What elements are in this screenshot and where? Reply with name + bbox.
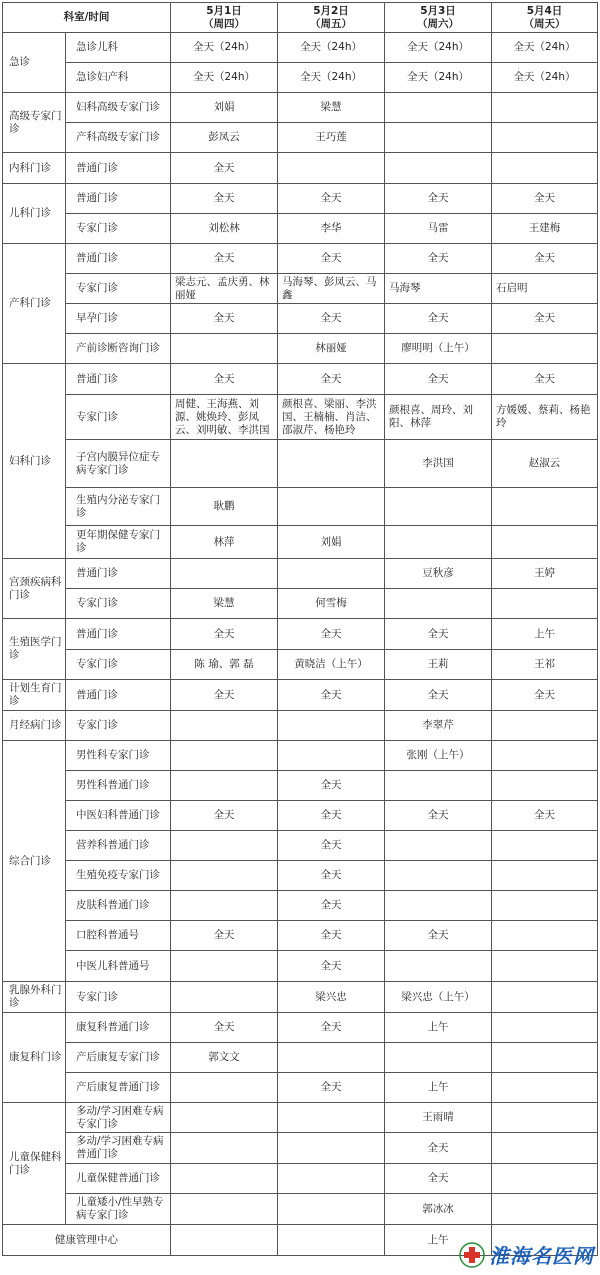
table-row xyxy=(3,184,598,214)
table-row xyxy=(3,274,598,304)
schedule-cell: 全天（24h） xyxy=(492,33,598,63)
schedule-cell: 全天 xyxy=(278,831,385,861)
department-name: 生殖医学门诊 xyxy=(3,619,66,680)
schedule-cell xyxy=(385,123,492,153)
schedule-cell: 王建梅 xyxy=(492,214,598,244)
watermark xyxy=(459,1240,594,1269)
schedule-table xyxy=(2,2,598,1256)
clinic-name: 普通门诊 xyxy=(66,153,171,184)
schedule-cell: 上午 xyxy=(385,1225,492,1256)
schedule-cell: 全天 xyxy=(171,801,278,831)
schedule-cell xyxy=(492,1013,598,1043)
schedule-cell xyxy=(278,1103,385,1133)
schedule-cell: 全天 xyxy=(278,680,385,711)
table-row xyxy=(3,214,598,244)
table-row xyxy=(3,123,598,153)
schedule-cell xyxy=(492,921,598,951)
clinic-name: 专家门诊 xyxy=(66,982,171,1013)
schedule-cell: 全天 xyxy=(385,619,492,650)
schedule-cell xyxy=(171,1103,278,1133)
schedule-cell: 王巧莲 xyxy=(278,123,385,153)
clinic-name: 多动/学习困难专病专家门诊 xyxy=(66,1103,171,1133)
schedule-cell: 彭凤云 xyxy=(171,123,278,153)
table-row xyxy=(3,951,598,982)
schedule-cell: 上午 xyxy=(385,1013,492,1043)
table-row xyxy=(3,650,598,680)
schedule-cell xyxy=(278,1043,385,1073)
schedule-cell xyxy=(492,488,598,526)
schedule-cell xyxy=(492,1073,598,1103)
clinic-name: 产后康复普通门诊 xyxy=(66,1073,171,1103)
day-weekday: （周六） xyxy=(417,17,459,30)
clinic-name: 急诊妇产科 xyxy=(66,63,171,93)
schedule-cell: 王祁 xyxy=(492,650,598,680)
schedule-cell: 全天 xyxy=(278,771,385,801)
clinic-name: 专家门诊 xyxy=(66,274,171,304)
clinic-name: 子宫内膜异位症专病专家门诊 xyxy=(66,440,171,488)
schedule-cell xyxy=(492,891,598,921)
schedule-cell xyxy=(171,559,278,589)
schedule-body xyxy=(3,33,598,1256)
table-row xyxy=(3,1013,598,1043)
schedule-cell xyxy=(492,1133,598,1164)
schedule-cell: 全天 xyxy=(278,951,385,982)
schedule-cell xyxy=(492,123,598,153)
schedule-cell: 全天 xyxy=(492,304,598,334)
clinic-name: 皮肤科普通门诊 xyxy=(66,891,171,921)
schedule-cell xyxy=(385,861,492,891)
schedule-cell: 全天 xyxy=(171,921,278,951)
schedule-cell: 全天 xyxy=(278,184,385,214)
schedule-cell xyxy=(385,93,492,123)
schedule-cell: 全天 xyxy=(385,1164,492,1194)
schedule-cell: 全天 xyxy=(171,304,278,334)
schedule-cell: 刘娟 xyxy=(171,93,278,123)
schedule-cell: 刘松林 xyxy=(171,214,278,244)
clinic-name: 生殖内分泌专家门诊 xyxy=(66,488,171,526)
department-name: 月经病门诊 xyxy=(3,711,66,741)
clinic-name: 中医儿科普通号 xyxy=(66,951,171,982)
clinic-name: 产科高级专家门诊 xyxy=(66,123,171,153)
schedule-cell xyxy=(278,1133,385,1164)
clinic-name: 儿童保健普通门诊 xyxy=(66,1164,171,1194)
schedule-cell xyxy=(385,153,492,184)
schedule-cell xyxy=(492,1043,598,1073)
header-row xyxy=(3,3,598,33)
schedule-cell xyxy=(171,951,278,982)
schedule-cell: 全天 xyxy=(278,619,385,650)
schedule-cell: 颜根喜、周玲、刘阳、林萍 xyxy=(385,395,492,440)
schedule-cell: 梁兴忠 xyxy=(278,982,385,1013)
schedule-cell: 黄晓洁（上午） xyxy=(278,650,385,680)
schedule-cell xyxy=(385,771,492,801)
schedule-cell: 王雨晴 xyxy=(385,1103,492,1133)
day-weekday: （周五） xyxy=(310,17,352,30)
day-header xyxy=(278,3,385,33)
schedule-cell: 全天 xyxy=(385,801,492,831)
table-row xyxy=(3,589,598,619)
department-name: 健康管理中心 xyxy=(3,1225,171,1256)
schedule-cell: 全天（24h） xyxy=(385,33,492,63)
table-row xyxy=(3,1103,598,1133)
clinic-name: 普通门诊 xyxy=(66,364,171,395)
department-name: 急诊 xyxy=(3,33,66,93)
schedule-cell xyxy=(385,891,492,921)
table-row xyxy=(3,334,598,364)
table-row xyxy=(3,921,598,951)
table-row xyxy=(3,244,598,274)
clinic-name: 多动/学习困难专病普通门诊 xyxy=(66,1133,171,1164)
schedule-cell xyxy=(171,771,278,801)
clinic-name: 更年期保健专家门诊 xyxy=(66,526,171,559)
table-row xyxy=(3,619,598,650)
schedule-cell: 马海琴 xyxy=(385,274,492,304)
schedule-cell xyxy=(171,334,278,364)
clinic-name: 急诊儿科 xyxy=(66,33,171,63)
table-row xyxy=(3,364,598,395)
clinic-name: 妇科高级专家门诊 xyxy=(66,93,171,123)
clinic-name: 普通门诊 xyxy=(66,680,171,711)
department-name: 产科门诊 xyxy=(3,244,66,364)
clinic-name: 男性科普通门诊 xyxy=(66,771,171,801)
schedule-cell xyxy=(492,1194,598,1225)
schedule-cell: 周健、王海燕、刘源、姚焕玲、彭凤云、刘明敏、李洪国 xyxy=(171,395,278,440)
clinic-name: 口腔科普通号 xyxy=(66,921,171,951)
schedule-cell xyxy=(492,589,598,619)
clinic-name: 营养科普通门诊 xyxy=(66,831,171,861)
schedule-cell: 上午 xyxy=(385,1073,492,1103)
schedule-cell: 赵淑云 xyxy=(492,440,598,488)
schedule-cell xyxy=(492,1164,598,1194)
table-row xyxy=(3,526,598,559)
schedule-cell: 郭冰冰 xyxy=(385,1194,492,1225)
clinic-name: 中医妇科普通门诊 xyxy=(66,801,171,831)
schedule-cell xyxy=(385,526,492,559)
department-name: 儿科门诊 xyxy=(3,184,66,244)
table-row xyxy=(3,801,598,831)
department-name: 妇科门诊 xyxy=(3,364,66,559)
schedule-cell xyxy=(278,559,385,589)
table-row xyxy=(3,1043,598,1073)
watermark-text: 淮海名医网 xyxy=(489,1244,594,1268)
schedule-cell: 全天 xyxy=(278,244,385,274)
schedule-cell: 全天（24h） xyxy=(278,63,385,93)
schedule-cell xyxy=(385,488,492,526)
schedule-cell xyxy=(492,861,598,891)
day-weekday: （周天） xyxy=(523,17,566,30)
table-row xyxy=(3,771,598,801)
day-header xyxy=(171,3,278,33)
schedule-cell xyxy=(492,1103,598,1133)
table-row xyxy=(3,891,598,921)
clinic-name: 普通门诊 xyxy=(66,184,171,214)
table-row xyxy=(3,304,598,334)
schedule-cell: 王婷 xyxy=(492,559,598,589)
schedule-cell xyxy=(171,440,278,488)
clinic-name: 康复科普通门诊 xyxy=(66,1013,171,1043)
clinic-name: 专家门诊 xyxy=(66,214,171,244)
clinic-name: 专家门诊 xyxy=(66,395,171,440)
table-row xyxy=(3,1164,598,1194)
schedule-cell: 全天 xyxy=(278,861,385,891)
department-name: 宫颈疾病科门诊 xyxy=(3,559,66,619)
schedule-cell: 李翠芹 xyxy=(385,711,492,741)
day-date: 5月3日 xyxy=(420,4,456,17)
schedule-cell: 耿鹏 xyxy=(171,488,278,526)
clinic-name: 专家门诊 xyxy=(66,589,171,619)
schedule-cell: 全天 xyxy=(492,801,598,831)
schedule-cell: 全天 xyxy=(171,619,278,650)
schedule-cell: 上午 xyxy=(492,619,598,650)
schedule-cell: 全天 xyxy=(492,364,598,395)
department-name: 儿童保健科门诊 xyxy=(3,1103,66,1225)
schedule-cell xyxy=(278,153,385,184)
day-header xyxy=(492,3,598,33)
clinic-name: 生殖免疫专家门诊 xyxy=(66,861,171,891)
clinic-name: 专家门诊 xyxy=(66,650,171,680)
schedule-cell: 全天 xyxy=(171,244,278,274)
clinic-name: 普通门诊 xyxy=(66,244,171,274)
schedule-cell: 全天 xyxy=(171,1013,278,1043)
clinic-name: 普通门诊 xyxy=(66,559,171,589)
schedule-cell: 全天 xyxy=(385,921,492,951)
table-row xyxy=(3,861,598,891)
schedule-cell: 李华 xyxy=(278,214,385,244)
department-name: 乳腺外科门诊 xyxy=(3,982,66,1013)
department-name: 综合门诊 xyxy=(3,741,66,982)
schedule-cell xyxy=(278,711,385,741)
schedule-cell: 颜根喜、梁丽、李洪国、王楠楠、肖洁、邵淑芹、杨艳玲 xyxy=(278,395,385,440)
table-row xyxy=(3,1073,598,1103)
schedule-cell xyxy=(492,93,598,123)
clinic-name: 产后康复专家门诊 xyxy=(66,1043,171,1073)
day-date: 5月1日 xyxy=(206,4,242,17)
schedule-cell: 全天 xyxy=(171,153,278,184)
schedule-cell: 梁慧 xyxy=(278,93,385,123)
schedule-cell: 刘娟 xyxy=(278,526,385,559)
schedule-cell xyxy=(171,711,278,741)
schedule-cell: 马海琴、彭凤云、马鑫 xyxy=(278,274,385,304)
clinic-name: 产前诊断咨询门诊 xyxy=(66,334,171,364)
table-row xyxy=(3,440,598,488)
table-row xyxy=(3,93,598,123)
schedule-cell xyxy=(492,334,598,364)
schedule-cell: 廖明明（上午） xyxy=(385,334,492,364)
table-row xyxy=(3,680,598,711)
schedule-cell xyxy=(492,831,598,861)
schedule-cell: 张刚（上午） xyxy=(385,741,492,771)
clinic-name: 专家门诊 xyxy=(66,711,171,741)
table-row xyxy=(3,1194,598,1225)
schedule-cell: 石启明 xyxy=(492,274,598,304)
table-row xyxy=(3,831,598,861)
schedule-cell: 全天（24h） xyxy=(492,63,598,93)
schedule-cell: 全天 xyxy=(278,364,385,395)
schedule-cell xyxy=(492,951,598,982)
schedule-cell: 全天（24h） xyxy=(171,33,278,63)
schedule-cell: 梁慧 xyxy=(171,589,278,619)
department-name: 高级专家门诊 xyxy=(3,93,66,153)
schedule-cell: 全天 xyxy=(278,921,385,951)
schedule-cell xyxy=(278,741,385,771)
schedule-cell xyxy=(171,1164,278,1194)
table-row xyxy=(3,63,598,93)
schedule-cell: 全天 xyxy=(171,680,278,711)
schedule-cell: 全天（24h） xyxy=(171,63,278,93)
schedule-cell xyxy=(385,1043,492,1073)
schedule-cell: 陈 瑜、郭 磊 xyxy=(171,650,278,680)
schedule-cell: 何雪梅 xyxy=(278,589,385,619)
table-row xyxy=(3,982,598,1013)
medical-cross-logo-icon xyxy=(459,1242,485,1268)
clinic-name: 男性科专家门诊 xyxy=(66,741,171,771)
table-row xyxy=(3,153,598,184)
clinic-name: 普通门诊 xyxy=(66,619,171,650)
schedule-cell: 全天 xyxy=(171,364,278,395)
schedule-cell xyxy=(278,1164,385,1194)
table-row xyxy=(3,488,598,526)
dept-time-header: 科室/时间 xyxy=(3,3,171,33)
day-header xyxy=(385,3,492,33)
schedule-cell: 全天 xyxy=(385,364,492,395)
schedule-cell xyxy=(492,741,598,771)
schedule-cell xyxy=(171,1073,278,1103)
schedule-cell xyxy=(171,831,278,861)
schedule-cell xyxy=(278,1194,385,1225)
schedule-cell: 全天 xyxy=(278,1013,385,1043)
table-row xyxy=(3,711,598,741)
schedule-cell: 林萍 xyxy=(171,526,278,559)
schedule-cell xyxy=(171,1225,278,1256)
schedule-cell: 全天 xyxy=(385,1133,492,1164)
day-date: 5月4日 xyxy=(526,4,563,17)
schedule-cell xyxy=(492,771,598,801)
table-row xyxy=(3,741,598,771)
schedule-cell: 李洪国 xyxy=(385,440,492,488)
schedule-cell: 马雷 xyxy=(385,214,492,244)
schedule-cell: 全天（24h） xyxy=(278,33,385,63)
schedule-cell: 梁志元、孟庆勇、林丽娅 xyxy=(171,274,278,304)
schedule-cell: 豆秋彦 xyxy=(385,559,492,589)
schedule-cell xyxy=(385,831,492,861)
schedule-cell xyxy=(278,1225,385,1256)
schedule-cell: 郭文文 xyxy=(171,1043,278,1073)
department-name: 计划生育门诊 xyxy=(3,680,66,711)
schedule-cell: 全天 xyxy=(278,801,385,831)
schedule-cell: 全天 xyxy=(278,1073,385,1103)
schedule-cell: 全天 xyxy=(492,680,598,711)
table-row xyxy=(3,1133,598,1164)
clinic-name: 儿童矮小/性早熟专病专家门诊 xyxy=(66,1194,171,1225)
schedule-cell: 全天（24h） xyxy=(385,63,492,93)
schedule-cell: 梁兴忠（上午） xyxy=(385,982,492,1013)
day-date: 5月2日 xyxy=(313,4,349,17)
schedule-cell xyxy=(385,589,492,619)
schedule-cell: 全天 xyxy=(385,680,492,711)
schedule-cell xyxy=(171,891,278,921)
schedule-cell xyxy=(171,1194,278,1225)
schedule-cell xyxy=(278,440,385,488)
schedule-cell: 林丽娅 xyxy=(278,334,385,364)
department-name: 康复科门诊 xyxy=(3,1013,66,1103)
schedule-cell xyxy=(278,488,385,526)
schedule-cell xyxy=(171,861,278,891)
schedule-cell: 全天 xyxy=(385,184,492,214)
schedule-cell: 全天 xyxy=(492,184,598,214)
schedule-cell xyxy=(492,711,598,741)
schedule-cell: 全天 xyxy=(278,891,385,921)
schedule-cell: 全天 xyxy=(385,244,492,274)
schedule-cell: 方媛媛、蔡莉、杨艳玲 xyxy=(492,395,598,440)
schedule-cell xyxy=(171,1133,278,1164)
department-name: 内科门诊 xyxy=(3,153,66,184)
table-row xyxy=(3,33,598,63)
schedule-cell: 全天 xyxy=(385,304,492,334)
clinic-name: 早孕门诊 xyxy=(66,304,171,334)
table-row xyxy=(3,559,598,589)
schedule-cell xyxy=(171,741,278,771)
schedule-cell: 全天 xyxy=(492,244,598,274)
schedule-cell: 全天 xyxy=(171,184,278,214)
schedule-cell xyxy=(492,982,598,1013)
schedule-cell xyxy=(385,951,492,982)
day-weekday: （周四） xyxy=(203,17,245,30)
schedule-cell: 全天 xyxy=(278,304,385,334)
schedule-cell xyxy=(171,982,278,1013)
schedule-cell: 王莉 xyxy=(385,650,492,680)
table-row xyxy=(3,395,598,440)
schedule-cell xyxy=(492,153,598,184)
schedule-cell xyxy=(492,526,598,559)
